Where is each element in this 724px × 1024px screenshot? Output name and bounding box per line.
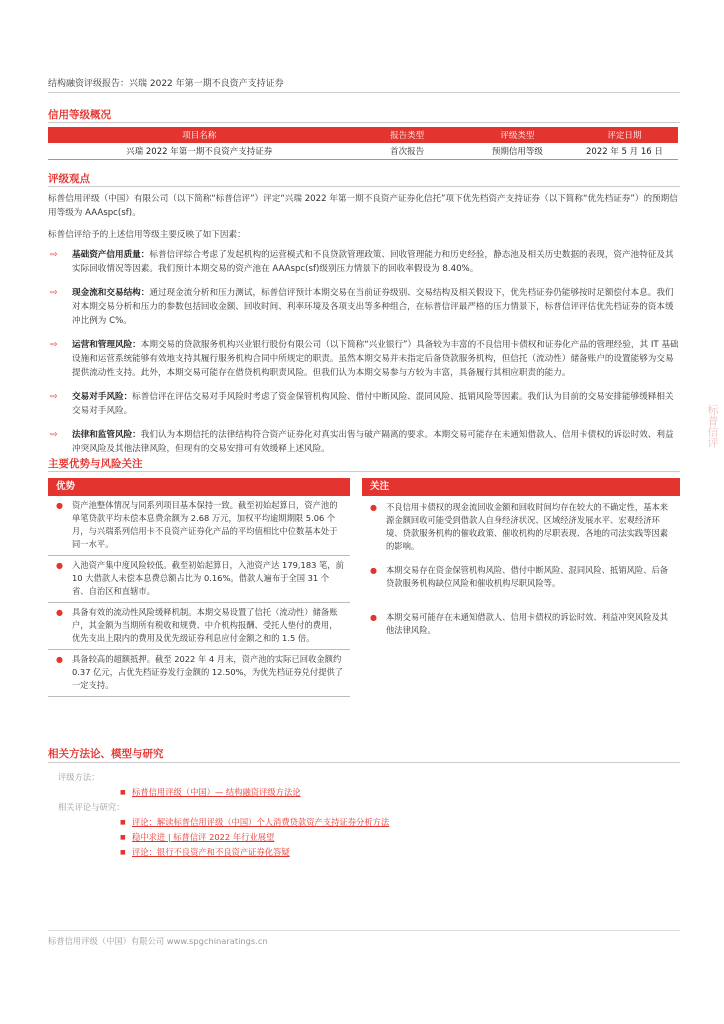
factor-text: 通过现金流分析和压力测试，标普信评预计本期交易在当前证券级别、交易结构及相关假设下，优先档证券仍能够按时足额偿付本息。我们对本期交易分析和压力的参数包括回收金额、回收时间、利率环境及各项支出等多种组合，在标普信评最严格的压力情景下，标普信评评估优先档证券的资本缓冲比例为 C%。	[72, 288, 674, 326]
section-divider	[48, 186, 680, 187]
footer-text: 标普信用评级（中国）有限公司 www.spgchinaratings.cn	[48, 936, 268, 946]
factor-title: 基础资产信用质量：	[72, 250, 150, 260]
section-divider	[48, 122, 680, 123]
bullet-icon: ●	[56, 561, 63, 570]
section-title-strengths-risks: 主要优势与风险关注	[48, 458, 143, 470]
strengths-panel	[48, 478, 350, 697]
intro-lead: 标普信评给予的上述信用等级主要反映了如下因素：	[48, 230, 246, 240]
research-label: 相关评论与研究：	[58, 802, 125, 812]
table-cell: 预期信用等级	[464, 143, 571, 159]
bullet-icon: ●	[370, 613, 377, 622]
list-item	[48, 390, 682, 418]
factor-text: 标普信评在评估交易对手风险时考虑了资金保管机构风险、借付中断风险、混同风险、抵销风险等因素。我们认为目前的交易安排能够缓释相关交易对手风险。	[72, 392, 674, 416]
intro-paragraph: 标普信用评级（中国）有限公司（以下简称“标普信评”）评定“兴瑞 2022 年第一期不良资产证券化信托”项下优先档资产支持证券（以下简称“优先档证券”）的预期信用等级为 AAAspc(sf)。	[48, 194, 678, 218]
bullet-icon: ●	[56, 501, 63, 510]
bullet-icon: ●	[370, 503, 377, 512]
arrow-right-icon: ⇨	[50, 430, 58, 440]
factor-text: 我们认为本期信托的法律结构符合资产证券化对真实出售与破产隔离的要求。本期交易可能存在未通知借款人、信用卡债权的诉讼时效、利益冲突风险及其他法律风险，但现有的交易安排可有效缓释上述风险。	[72, 430, 674, 454]
rating-table-header-row	[48, 127, 678, 143]
rating-table	[48, 127, 678, 160]
methods-list	[58, 770, 658, 860]
factor-title: 交易对手风险：	[72, 392, 133, 402]
research-link[interactable]: ■ 评论：银行不良资产和不良资产证券化答疑	[58, 845, 658, 860]
section-title-rating-view: 评级观点	[48, 173, 90, 185]
list-item	[48, 556, 350, 603]
risk-text: 本期交易存在资金保管机构风险、借付中断风险、混同风险、抵销风险、后备贷款服务机构缺位风险和催收机构尽职风险等。	[386, 565, 669, 588]
rating-table-header: 报告类型	[350, 127, 463, 143]
table-cell: 2022 年 5 月 16 日	[571, 143, 678, 159]
rating-factors-list	[48, 248, 682, 466]
list-item	[48, 650, 350, 697]
arrow-right-icon: ⇨	[50, 340, 58, 350]
section-divider	[48, 471, 680, 472]
research-link[interactable]: ■ 评论：解读标普信用评级（中国）个人消费贷款资产支持证券分析方法	[58, 815, 658, 830]
footer-divider	[48, 930, 680, 931]
arrow-right-icon: ⇨	[50, 250, 58, 260]
rating-table-header: 评级类型	[464, 127, 571, 143]
strength-text: 入池资产集中度风险较低。截至初始起算日，入池资产达 179,183 笔，前 10 大借款人未偿本息费总额占比为 0.16%。借款人遍布于全国 31 个省、自治区和直辖市。	[72, 560, 344, 596]
list-item	[48, 338, 682, 380]
method-link[interactable]: ■ 标普信用评级（中国）— 结构融资评级方法论	[58, 785, 658, 800]
section-title-methods: 相关方法论、模型与研究	[48, 748, 164, 760]
section-title-rating-overview: 信用等级概况	[48, 109, 111, 121]
risks-panel-title: 关注	[362, 478, 680, 496]
research-link[interactable]: ■ 稳中求进 | 标普信评 2022 年行业展望	[58, 830, 658, 845]
rating-table-header: 项目名称	[48, 127, 350, 143]
method-label: 评级方法：	[58, 772, 100, 782]
header-divider	[48, 92, 680, 93]
table-cell: 兴瑞 2022 年第一期不良资产支持证券	[48, 143, 350, 159]
report-header-title: 结构融资评级报告：兴瑞 2022 年第一期不良资产支持证券	[48, 79, 284, 89]
strength-text: 具备较高的超额抵押。截至 2022 年 4 月末，资产池的实际已回收金额约 0.37 亿元，占优先档证券发行金额的 12.50%，为优先档证券兑付提供了一定支持。	[72, 654, 344, 690]
risk-text: 本期交易可能存在未通知借款人、信用卡债权的诉讼时效、利益冲突风险及其他法律风险。	[386, 612, 669, 635]
table-cell: 首次报告	[350, 143, 463, 159]
bullet-icon: ●	[56, 608, 63, 617]
list-item	[48, 428, 682, 456]
rating-table-header: 评定日期	[571, 127, 678, 143]
list-item	[48, 603, 350, 650]
list-item	[48, 496, 350, 556]
factor-text: 标普信评综合考虑了发起机构的运营模式和不良贷款管理政策、回收管理能力和历史经验，静态池及相关历史数据的表现，资产池特征及其实际回收情况等因素。我们预计本期交易的资产池在 AAAspc(sf)级别压力情景下的回收率假设为 8.40%。	[72, 250, 674, 274]
list-item	[48, 286, 682, 328]
strength-text: 具备有效的流动性风险缓释机制。本期交易设置了信托（流动性）储备账户，其金额为当期所有税收和规费、中介机构报酬、受托人垫付的费用，优先支出上限内的费用及优先级证券利息应付金额之和的 1.5 倍。	[72, 607, 338, 643]
arrow-right-icon: ⇨	[50, 392, 58, 402]
strength-text: 资产池整体情况与同系列项目基本保持一致。截至初始起算日，资产池的单笔贷款平均未偿本息费余额为 2.68 万元，加权平均逾期期限 5.06 个月，与兴瑞系列信用卡不良资产证券化产品的平均值相比中位数基本处于同一水平。	[72, 500, 338, 549]
strengths-panel-title: 优势	[48, 478, 350, 496]
bullet-icon: ●	[370, 566, 377, 575]
table-row	[48, 143, 678, 159]
factor-title: 现金流和交易结构：	[72, 288, 150, 298]
factor-title: 运营和管理风险：	[72, 340, 141, 350]
factor-title: 法律和监管风险：	[72, 430, 141, 440]
factor-text: 本期交易的贷款服务机构兴业银行股份有限公司（以下简称“兴业银行”）具备较为丰富的不良信用卡债权和证券化产品的管理经验，其 IT 基础设施和运营系统能够有效地支持其履行服务机构合同中所规定的职责。虽然本期交易并未指定后备贷款服务机构，但信托（流动性）储备账户的设置能够为交易提供流动性支持。此外，本期交易可能存在借贷机构职责风险。但我们认为本期交易参与方较为丰富，具备履行其相应职责的能力。	[72, 340, 679, 378]
section-divider	[48, 762, 680, 763]
seal-stamp: 标普信评	[706, 404, 719, 448]
list-item	[362, 496, 680, 561]
list-item	[362, 561, 680, 608]
risk-text: 不良信用卡债权的现金流回收金额和回收时间均存在较大的不确定性，基本来源金额回收可能受到借款人自身经济状况、区域经济发展水平、宏观经济环境、贷款服务机构的催收政策、催收机构的尽职表现、各地的司法实践等因素的影响。	[386, 502, 669, 551]
list-item	[362, 608, 680, 641]
risks-panel	[362, 478, 680, 641]
list-item	[48, 248, 682, 276]
arrow-right-icon: ⇨	[50, 288, 58, 298]
bullet-icon: ●	[56, 655, 63, 664]
